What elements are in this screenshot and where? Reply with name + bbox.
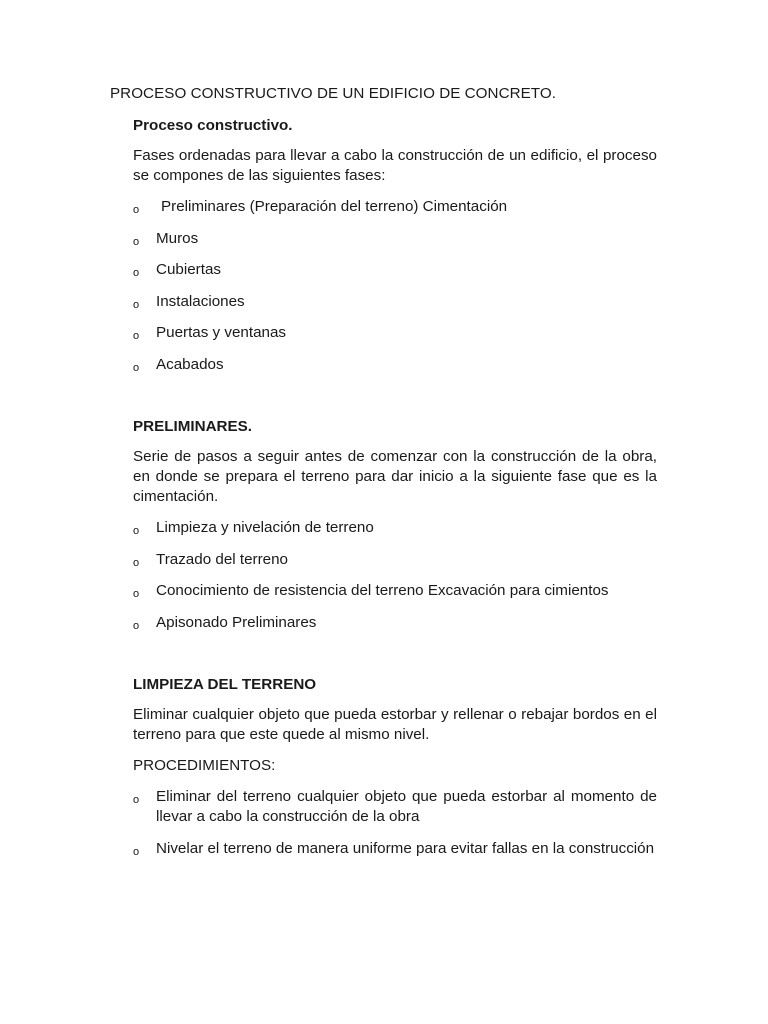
document-body: [133, 116, 657, 870]
section-heading-limpieza: LIMPIEZA DEL TERRENO: [133, 676, 317, 693]
bullet-icon: o: [133, 556, 140, 569]
section-heading-proceso: Proceso constructivo.: [133, 117, 293, 134]
bullet-icon: o: [133, 588, 140, 600]
bullet-icon: o: [133, 525, 140, 537]
section-paragraph-proceso: Fases ordenadas para llevar a cabo la construcción de un edificio, el proceso se compones de las siguientes fases:: [133, 147, 657, 184]
list-item: [133, 787, 657, 827]
list-item: [133, 613, 657, 633]
section-spacer: [133, 644, 657, 675]
list-item-text: Instalaciones: [156, 292, 245, 310]
bullet-icon: o: [133, 298, 140, 311]
list-item: [133, 581, 657, 601]
list-item-text: Nivelar el terreno de manera uniforme para evitar fallas en la construcción: [156, 839, 655, 857]
section-spacer: [133, 386, 657, 417]
list-item: [133, 839, 657, 859]
list-item: [133, 550, 657, 570]
list-item-text: Conocimiento de resistencia del terreno Excavación para cimientos: [156, 582, 609, 599]
section-paragraph-preliminares: Serie de pasos a seguir antes de comenzar con la construcción de la obra, en donde se prepara el terreno para dar inicio a la siguiente fase que es la cimentación.: [133, 448, 657, 505]
list-item: [133, 292, 657, 312]
preliminary-steps-list: [133, 518, 657, 633]
list-item-text: Trazado del terreno: [156, 550, 288, 568]
section-paragraph-limpieza: Eliminar cualquier objeto que pueda estorbar y rellenar o rebajar bordos en el terreno para que este quede al mismo nivel.: [133, 706, 657, 743]
list-item: [133, 355, 657, 375]
bullet-icon: o: [133, 235, 140, 248]
list-item: [133, 518, 657, 538]
section-heading-preliminares: PRELIMINARES.: [133, 418, 252, 435]
procedures-heading: PROCEDIMIENTOS:: [133, 757, 276, 774]
bullet-icon: o: [133, 267, 140, 279]
list-item-text: Eliminar del terreno cualquier objeto que pueda estorbar al momento de llevar a cabo la construcción de la obra: [156, 788, 657, 825]
list-item: [133, 229, 657, 249]
bullet-icon: o: [133, 845, 140, 858]
list-item-text: Preliminares (Preparación del terreno) Cimentación: [161, 198, 508, 215]
list-item-text: Apisonado Preliminares: [156, 613, 317, 631]
bullet-icon: o: [133, 361, 140, 374]
list-item-text: Limpieza y nivelación de terreno: [156, 519, 374, 536]
list-item-text: Puertas y ventanas: [156, 324, 287, 341]
list-item-text: Muros: [156, 229, 199, 247]
list-item: [133, 323, 657, 343]
phase-list: [133, 197, 657, 375]
list-item: [133, 197, 657, 217]
bullet-icon: o: [133, 794, 140, 806]
bullet-icon: o: [133, 204, 140, 216]
document-title: PROCESO CONSTRUCTIVO DE UN EDIFICIO DE CONCRETO.: [110, 85, 556, 102]
list-item-text: Acabados: [156, 355, 224, 373]
bullet-icon: o: [133, 330, 140, 342]
procedures-list: [133, 787, 657, 859]
list-item-text: Cubiertas: [156, 261, 221, 278]
list-item: [133, 260, 657, 280]
bullet-icon: o: [133, 619, 140, 632]
